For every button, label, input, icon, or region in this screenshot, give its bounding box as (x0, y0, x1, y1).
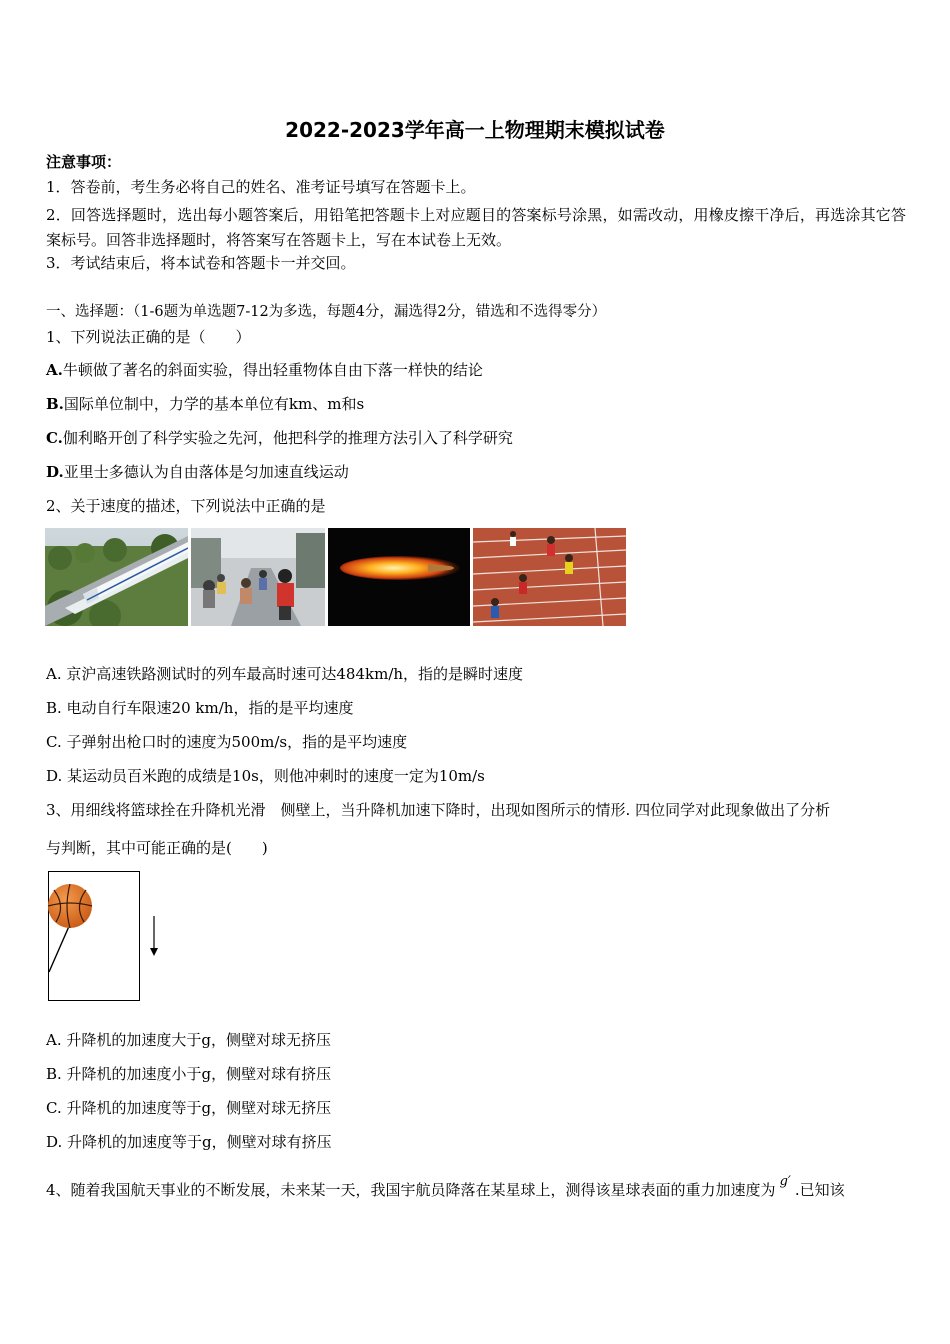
q1-option-b (46, 394, 364, 414)
ebike-photo (191, 528, 325, 626)
q3-option-b: B. 升降机的加速度小于g，侧壁对球有挤压 (46, 1065, 332, 1083)
notice-item: 1．答卷前，考生务必将自己的姓名、准考证号填写在答题卡上。 (46, 178, 476, 196)
train-photo (45, 528, 188, 626)
notice-item: 2．回答选择题时，选出每小题答案后，用铅笔把答题卡上对应题目的答案标号涂黑，如需改动，用橡皮擦干净后，再选涂其它答案标号。回答非选择题时，将答案写在答题卡上，写在本试卷上无效。 (46, 206, 906, 249)
q3-option-c: C. 升降机的加速度等于g，侧壁对球无挤压 (46, 1099, 332, 1117)
question-2-stem: 2、关于速度的描述，下列说法中正确的是 (46, 497, 326, 515)
q2-option-a: A. 京沪高速铁路测试时的列车最高时速可达484km/h，指的是瞬时速度 (46, 665, 524, 683)
option-letter: D. (46, 463, 64, 481)
q3-option-d: D. 升降机的加速度等于g，侧壁对球有挤压 (46, 1133, 332, 1151)
basketball-diagram (44, 880, 174, 980)
option-text: 国际单位制中，力学的基本单位有km、m和s (63, 395, 365, 413)
option-letter: C. (46, 429, 63, 447)
gravity-symbol: g′ (779, 1174, 791, 1189)
q4-stem-text: 4、随着我国航天事业的不断发展，未来某一天，我国宇航员降落在某星球上，测得该星球表面的重力加速度为 (46, 1181, 776, 1199)
question-1-stem: 1、下列说法正确的是（ ） (46, 328, 251, 346)
option-letter: A. (46, 361, 63, 379)
q2-option-c: C. 子弹射出枪口时的速度为500m/s，指的是平均速度 (46, 733, 408, 751)
q3-option-a: A. 升降机的加速度大于g，侧壁对球无挤压 (46, 1031, 331, 1049)
section-title: 一、选择题：（1-6题为单选题7-12为多选，每题4分，漏选得2分，错选和不选得零分） (46, 304, 607, 320)
q1-option-d (46, 462, 349, 482)
question-3-stem-continued: 与判断，其中可能正确的是( ) (46, 839, 268, 857)
option-text: 伽利略开创了科学实验之先河，他把科学的推理方法引入了科学研究 (62, 429, 513, 447)
question-3-stem: 3、用细线将篮球拴在升降机光滑 侧壁上，当升降机加速下降时，出现如图所示的情形. 四位同学对此现象做出了分析 (46, 801, 831, 819)
notice-heading: 注意事项： (46, 153, 122, 171)
q1-option-c (46, 428, 513, 448)
q1-option-a (46, 360, 483, 380)
q4-stem-tail: .已知该 (794, 1181, 845, 1199)
q2-option-d: D. 某运动员百米跑的成绩是10s，则他冲刺时的速度一定为10m/s (46, 767, 485, 785)
notice-item: 3．考试结束后，将本试卷和答题卡一并交回。 (46, 254, 356, 272)
option-letter: B. (46, 395, 64, 413)
option-text: 牛顿做了著名的斜面实验，得出轻重物体自由下落一样快的结论 (62, 361, 483, 379)
sprint-photo (473, 528, 626, 626)
question-4-stem (46, 1174, 845, 1202)
option-text: 亚里士多德认为自由落体是匀加速直线运动 (63, 463, 349, 481)
page-title: 2022-2023学年高一上物理期末模拟试卷 (285, 118, 665, 142)
bullet-photo (328, 528, 470, 626)
q2-option-b: B. 电动自行车限速20 km/h，指的是平均速度 (46, 699, 354, 717)
